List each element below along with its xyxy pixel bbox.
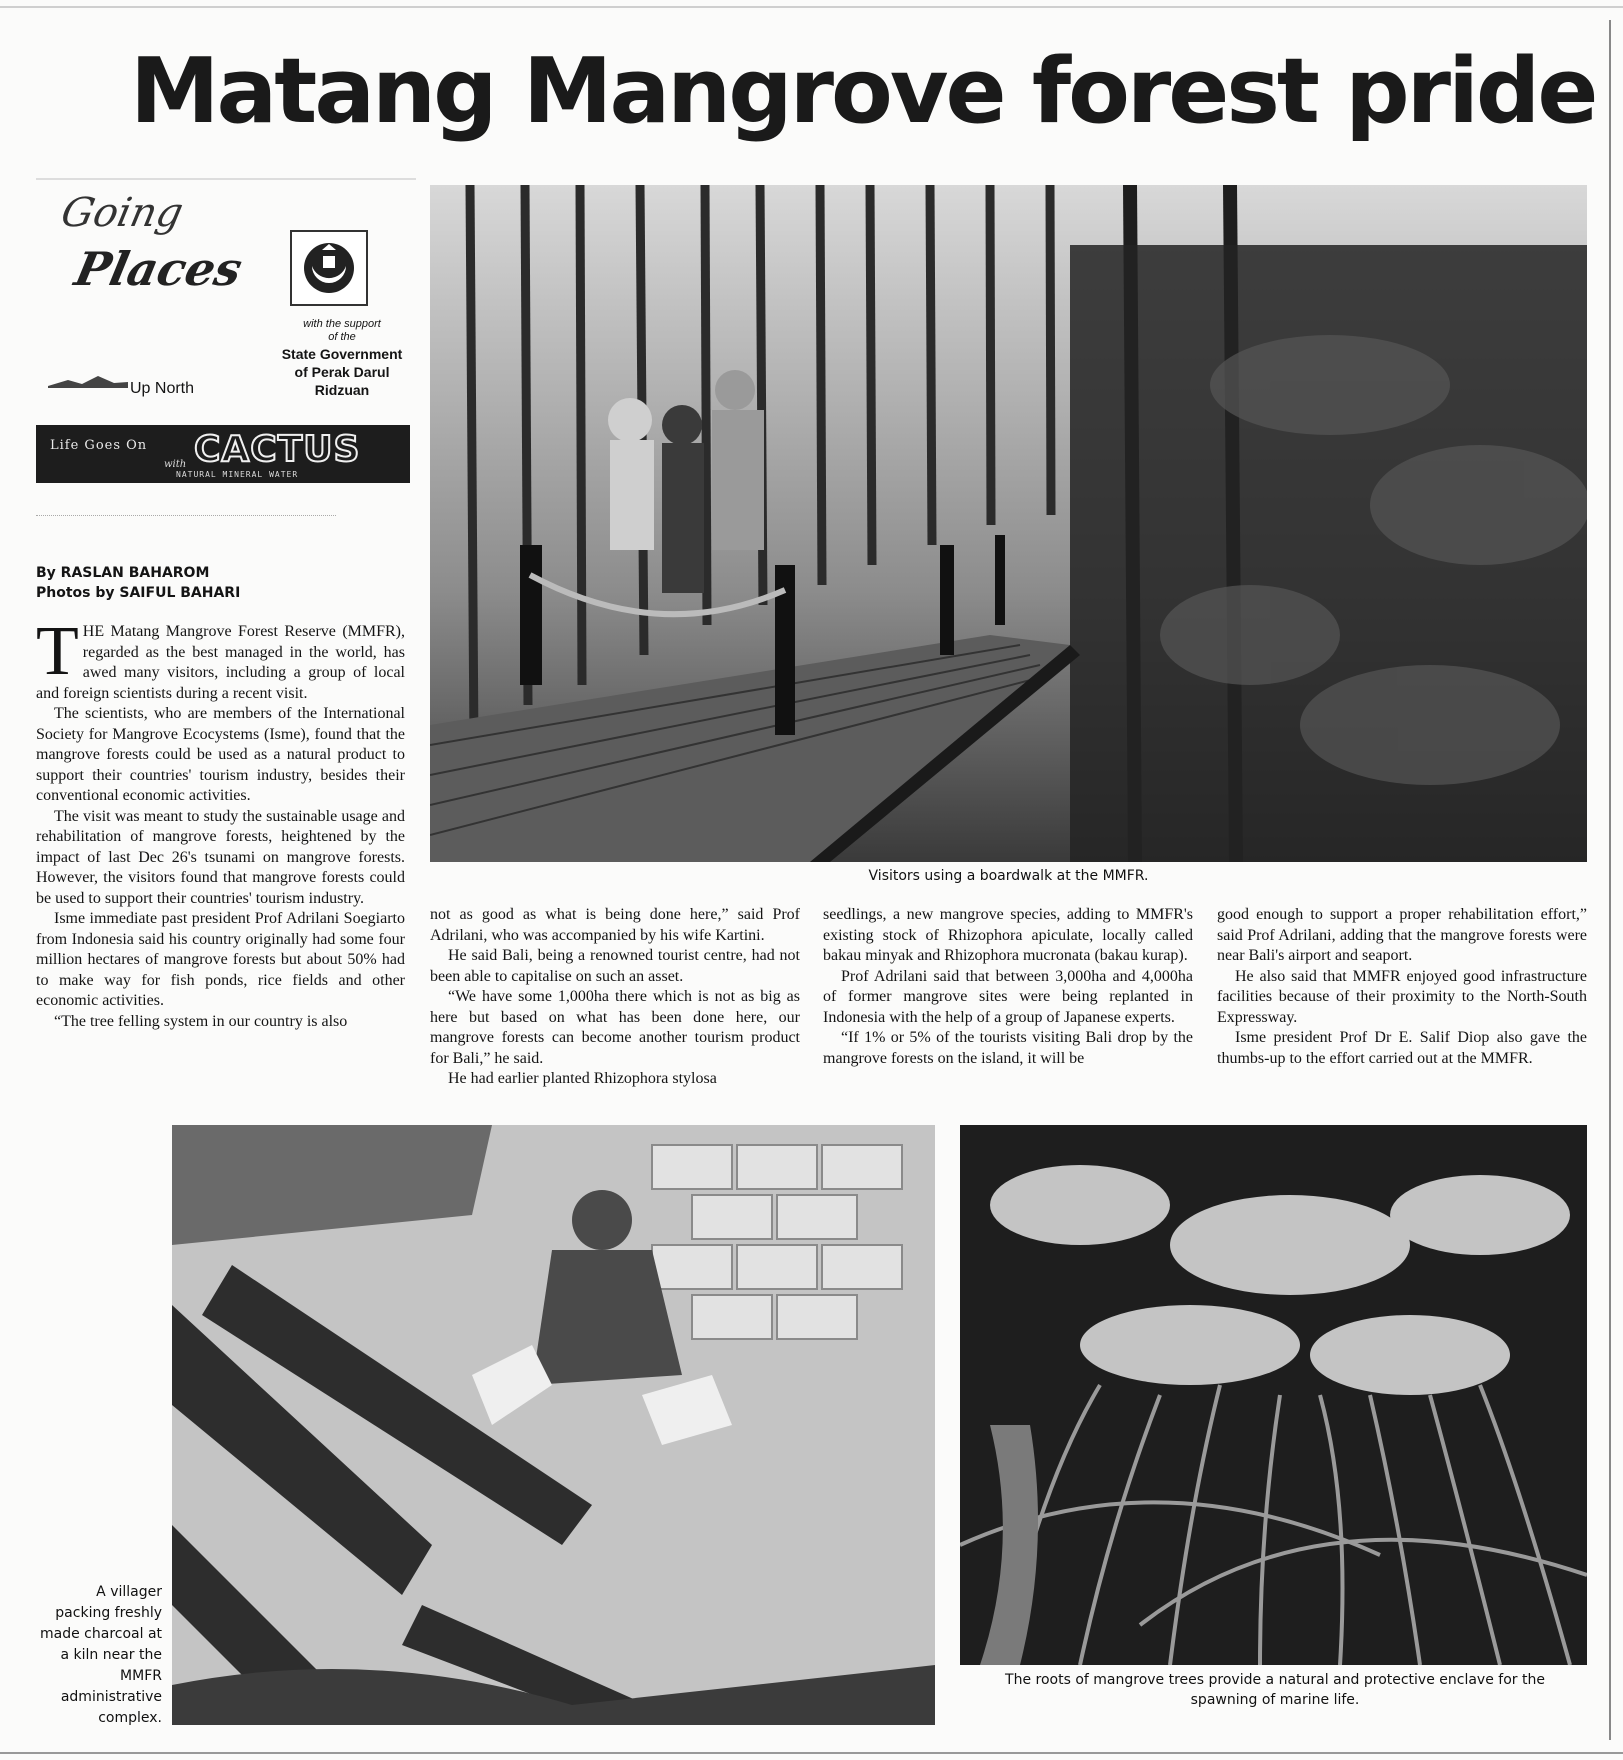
paragraph: good enough to support a proper rehabilitation effort,” said Prof Adrilani, adding that the mangrove forests were near Bali's airport and seaport. [1217, 906, 1587, 964]
state-government-line-2: of Perak Darul [294, 364, 390, 380]
article-column-2 [430, 905, 800, 1090]
paragraph: He said Bali, being a renowned tourist centre, had not been able to capitalise on such an asset. [430, 947, 800, 985]
roots-caption: The roots of mangrove trees provide a natural and protective enclave for the spawning of marine life. [1005, 1672, 1545, 1708]
lead-paragraph: HE Matang Mangrove Forest Reserve (MMFR), regarded as the best managed in the world, has awed many visitors, including a group of local and foreign scientists during a recent visit. [36, 623, 405, 702]
drop-cap: T [36, 613, 79, 690]
column-title-going: Going [57, 190, 188, 236]
paragraph: “If 1% or 5% of the tourists visiting Bali drop by the mangrove forests on the island, it will be [823, 1029, 1193, 1067]
cactus-logo: CACTUS [194, 429, 361, 470]
boardwalk-photo [430, 185, 1587, 862]
paragraph: “The tree felling system in our country is also [54, 1012, 348, 1030]
article-column-1 [36, 613, 405, 1032]
column-subtitle-up-north: Up North [130, 380, 195, 397]
top-rule [0, 6, 1623, 8]
sponsor-subtitle: NATURAL MINERAL WATER [176, 470, 299, 479]
article-column-4 [1217, 905, 1587, 1069]
headline: Matang Mangrove forest pride [130, 39, 1596, 144]
perak-crest-icon [290, 230, 368, 306]
mangrove-roots-photo [960, 1125, 1587, 1665]
paragraph: Isme immediate past president Prof Adrilani Soegiarto from Indonesia said his country originally had some four million hectares of mangrove forests but about 50% had to make way for fish ponds, rice fields and other economic activities. [36, 910, 405, 1009]
byline-photographer: Photos by SAIFUL BAHARI [36, 585, 241, 601]
state-government-line-1: State Government [281, 346, 403, 362]
charcoal-kiln-photo [172, 1125, 935, 1725]
paragraph: seedlings, a new mangrove species, adding to MMFR's existing stock of Rhizophora apiculate, locally called bakau minyak and Rhizophora mucronata (bakau kurap). [823, 906, 1193, 964]
byline-author: By RASLAN BAHAROM [36, 565, 210, 581]
support-line-1: with the support [303, 318, 381, 330]
paragraph: Prof Adrilani said that between 3,000ha and 4,000ha of former mangrove sites were being replanted in Indonesia with the help of a group of Japanese experts. [823, 967, 1193, 1026]
bottom-rule [0, 1752, 1623, 1754]
paragraph: “We have some 1,000ha there which is not as big as here but based on what has been done here, our mangrove forests can become another tourism product for Bali,” he said. [430, 988, 800, 1067]
boardwalk-caption: Visitors using a boardwalk at the MMFR. [868, 868, 1149, 884]
paragraph: He had earlier planted Rhizophora stylosa [448, 1070, 717, 1087]
paragraph: The scientists, who are members of the International Society for Mangrove Ecocystems (Isme), found that the mangrove forests could be used as a natural product to support their countries' tourism industry, besides their conventional economic activities. [36, 705, 405, 804]
paragraph: The visit was meant to study the sustainable usage and rehabilitation of mangrove forests, heightened by the impact of last Dec 26's tsunami on mangrove forests. However, the visitors found that mangrove forests could be used to support their countries' tourism industry. [36, 807, 405, 907]
banner-dotted-rule [36, 515, 336, 516]
right-edge-rule [1609, 20, 1611, 1740]
charcoal-caption: A villager packing freshly made charcoal at a kiln near the MMFR administrative complex. [40, 1584, 163, 1726]
sponsor-with: with [164, 459, 187, 470]
paragraph: Isme president Prof Dr E. Salif Diop also gave the thumbs-up to the effort carried out at the MMFR. [1217, 1029, 1587, 1067]
state-government-line-3: Ridzuan [314, 382, 370, 398]
column-title-places: Places [70, 242, 247, 296]
sponsor-banner [36, 425, 410, 483]
mountain-icon [48, 374, 128, 388]
sponsor-slogan: Life Goes On [50, 438, 148, 453]
paragraph: He also said that MMFR enjoyed good infrastructure facilities because of their proximity to the North-South Expressway. [1217, 967, 1587, 1026]
article-column-3 [823, 905, 1193, 1069]
paragraph: not as good as what is being done here,” said Prof Adrilani, who was accompanied by his wife Kartini. [430, 906, 800, 944]
support-line-2: of the [328, 331, 356, 343]
